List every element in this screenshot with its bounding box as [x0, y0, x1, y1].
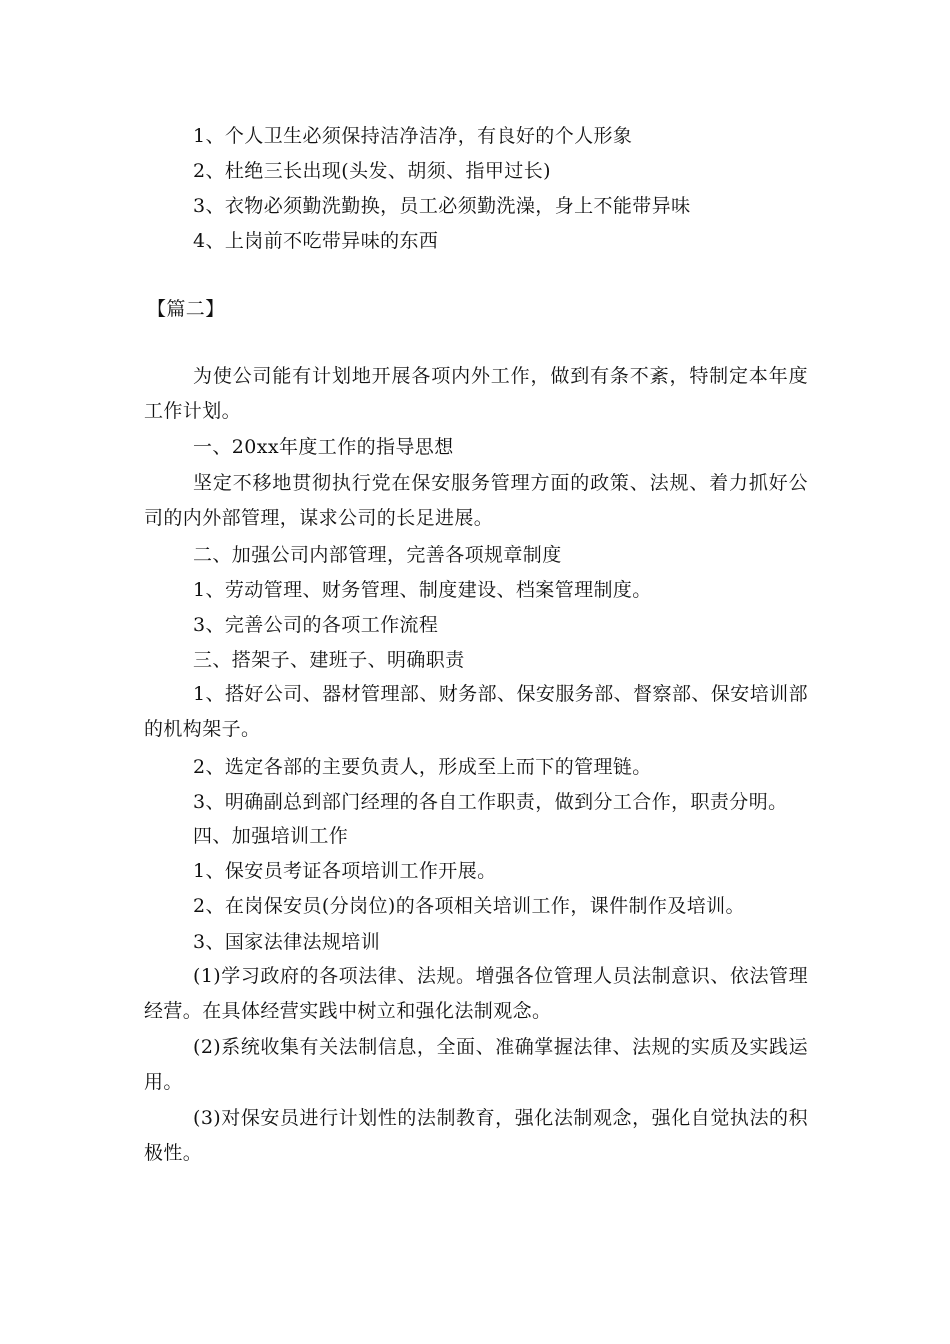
heading-internal-management: 二、加强公司内部管理，完善各项规章制度 — [193, 544, 562, 566]
heading-organization: 三、搭架子、建班子、明确职责 — [193, 649, 465, 671]
hygiene-item-1: 1、个人卫生必须保持洁净洁净，有良好的个人形象 — [193, 125, 633, 147]
organization-item-2: 2、选定各部的主要负责人，形成至上而下的管理链。 — [193, 756, 652, 778]
hygiene-item-2: 2、杜绝三长出现(头发、胡须、指甲过长) — [193, 160, 551, 182]
organization-item-3: 3、明确副总到部门经理的各自工作职责，做到分工合作，职责分明。 — [193, 791, 788, 813]
training-item-1: 1、保安员考证各项培训工作开展。 — [193, 860, 497, 882]
law-training-sub-3: (3)对保安员进行计划性的法制教育，强化法制观念，强化自觉执法的积极性。 — [144, 1107, 808, 1164]
law-training-sub-2: (2)系统收集有关法制信息，全面、准确掌握法律、法规的实质及实践运用。 — [144, 1036, 808, 1093]
internal-management-item-1: 1、劳动管理、财务管理、制度建设、档案管理制度。 — [193, 579, 652, 601]
training-item-2: 2、在岗保安员(分岗位)的各项相关培训工作，课件制作及培训。 — [193, 895, 745, 917]
heading-training: 四、加强培训工作 — [193, 825, 349, 847]
organization-item-1: 1、搭好公司、器材管理部、财务部、保安服务部、督察部、保安培训部的机构架子。 — [144, 683, 808, 740]
section-heading: 【篇二】 — [147, 298, 225, 320]
hygiene-item-4: 4、上岗前不吃带异味的东西 — [193, 230, 439, 252]
guiding-ideology-text: 坚定不移地贯彻执行党在保安服务管理方面的政策、法规、着力抓好公司的内外部管理，谋求公司的长足进展。 — [144, 472, 808, 529]
training-item-3: 3、国家法律法规培训 — [193, 931, 381, 953]
law-training-sub-1: (1)学习政府的各项法律、法规。增强各位管理人员法制意识、依法管理经营。在具体经营实践中树立和强化法制观念。 — [144, 965, 808, 1022]
heading-guiding-ideology: 一、20xx年度工作的指导思想 — [193, 436, 454, 458]
hygiene-item-3: 3、衣物必须勤洗勤换，员工必须勤洗澡，身上不能带异味 — [193, 195, 691, 217]
intro-paragraph: 为使公司能有计划地开展各项内外工作，做到有条不紊，特制定本年度工作计划。 — [144, 365, 808, 422]
internal-management-item-3: 3、完善公司的各项工作流程 — [193, 614, 439, 636]
